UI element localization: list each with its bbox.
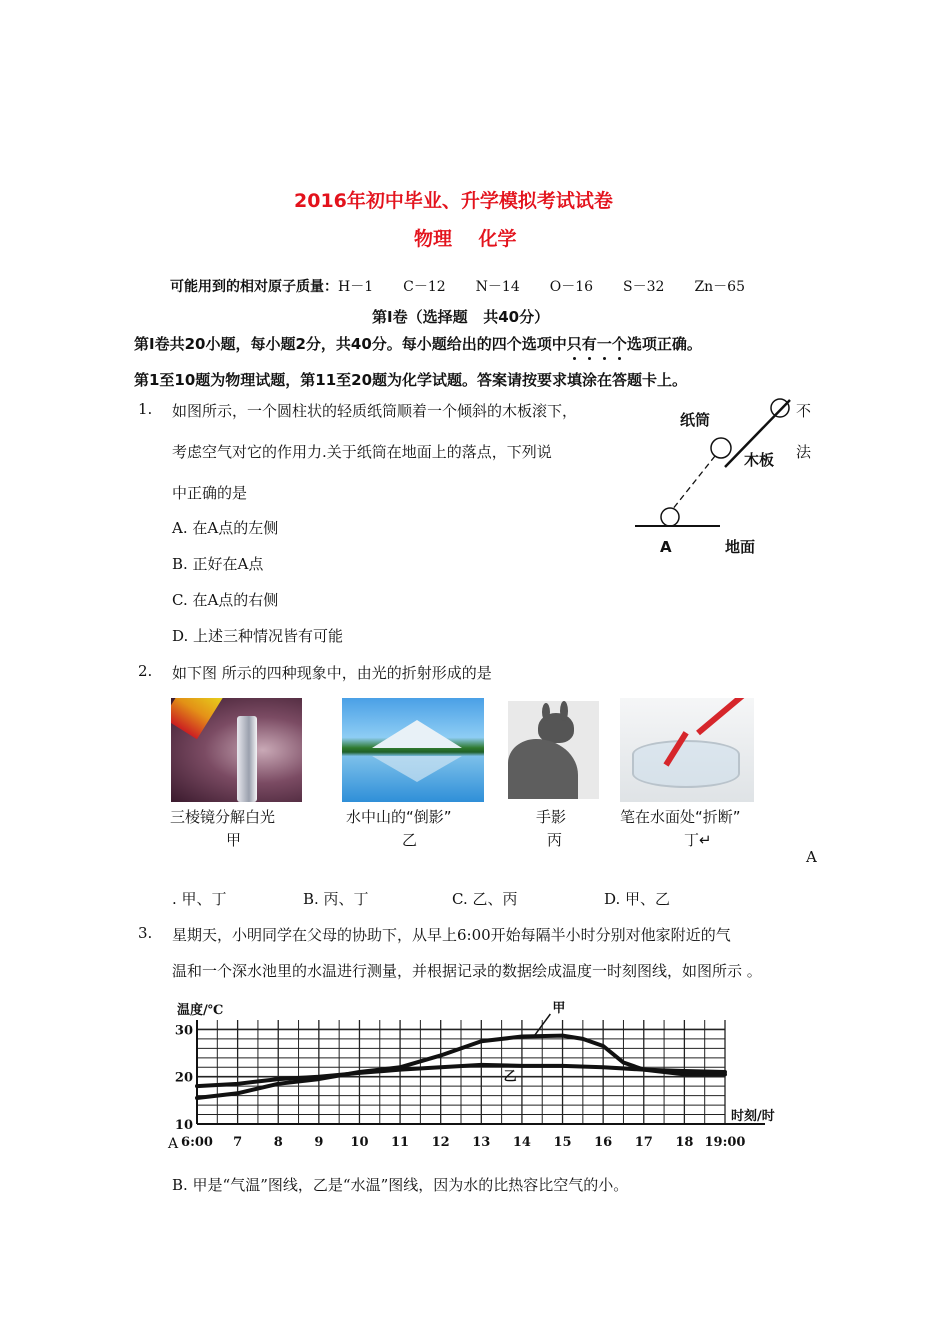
hand-shadow-photo — [508, 701, 599, 799]
q1-option-c: C. 在A点的右侧 — [172, 591, 279, 609]
caption-hand-shadow: 手影 — [536, 808, 567, 826]
label-tube: 纸筒 — [680, 411, 711, 429]
emphasis-char: 一 — [596, 335, 612, 353]
shadow-ear-right — [560, 701, 568, 721]
x-tick-label: 11 — [391, 1135, 410, 1150]
tube-landing-circle — [661, 508, 679, 526]
q2-stray-a: A — [806, 848, 817, 866]
q1-stem-line2-tail: 法 — [796, 443, 812, 461]
q2-stem: 如下图 所示的四种现象中，由光的折射形成的是 — [172, 664, 492, 682]
q1-stem-line1-tail: 不 — [796, 402, 812, 420]
caption-pencil-tag: 丁↵ — [684, 831, 712, 849]
section-note-2: 第1至10题为物理试题，第11至20题为化学试题。答案请按要求填涂在答题卡上。 — [134, 371, 688, 389]
atomic-mass-line — [170, 276, 745, 296]
q3-stem-line1: 星期天，小明同学在父母的协助下，从早上6:00开始每隔半小时分别对他家附近的气 — [172, 926, 731, 944]
caption-reflection-tag: 乙 — [402, 831, 418, 849]
caption-prism: 三棱镜分解白光 — [170, 808, 276, 826]
x-tick-label: 10 — [350, 1135, 369, 1150]
section-heading: 第Ⅰ卷（选择题 共40分） — [372, 308, 550, 326]
q1-option-d: D. 上述三种情况皆有可能 — [172, 627, 344, 645]
emphasis-char: 个 — [611, 335, 627, 353]
q3-stray-a: A — [168, 1136, 179, 1152]
series-label-yi: 乙 — [503, 1069, 517, 1085]
shadow-arm — [508, 739, 578, 799]
q2-option-a: . 甲、丁 — [172, 890, 227, 908]
atomic-mass-zn: Zn－65 — [694, 279, 745, 295]
emphasis-char: 只 — [566, 335, 582, 353]
q2-option-b: B. 丙、丁 — [303, 890, 369, 908]
label-board: 木板 — [744, 451, 775, 469]
q2-number: 2. — [138, 662, 153, 680]
q1-stem-line3: 中正确的是 — [172, 484, 248, 502]
mountain-reflection-photo — [342, 698, 484, 802]
trajectory-dashed-line — [672, 456, 715, 510]
prism-photo — [171, 698, 302, 802]
q1-stem-line1: 如图所示，一个圆柱状的轻质纸筒顺着一个倾斜的木板滚下， — [172, 402, 578, 420]
series-label-jia: 甲 — [552, 1001, 566, 1016]
y-axis-label: 温度/℃ — [177, 1003, 224, 1018]
label-ground: 地面 — [725, 538, 756, 556]
y-tick-label: 30 — [174, 1023, 193, 1039]
x-tick-label: 13 — [472, 1135, 491, 1150]
pencil-upper — [696, 698, 746, 735]
x-tick-label: 7 — [233, 1135, 243, 1150]
atomic-mass-label: 可能用到的相对原子质量： — [170, 279, 338, 295]
temperature-time-chart — [165, 996, 795, 1156]
atomic-mass-n: N－14 — [475, 279, 520, 295]
section-note-1-post: 选项正确。 — [626, 335, 702, 353]
q2-option-c: C. 乙、丙 — [452, 890, 518, 908]
atomic-mass-c: C－12 — [403, 279, 446, 295]
atomic-mass-h: H－1 — [338, 279, 374, 295]
caption-pencil: 笔在水面处“折断” — [620, 808, 741, 826]
x-tick-label: 6:00 — [181, 1135, 213, 1150]
section-note-1-pre: 第Ⅰ卷共20小题，每小题2分，共40分。每小题给出的四个选项中 — [134, 335, 567, 353]
q1-stem-line2: 考虑空气对它的作用力.关于纸筒在地面上的落点，下列说 — [172, 443, 552, 461]
page-title: 2016年初中毕业、升学模拟考试试卷 — [294, 190, 613, 212]
q1-number: 1. — [138, 400, 153, 418]
x-tick-label: 9 — [314, 1135, 324, 1150]
x-tick-label: 8 — [273, 1135, 283, 1150]
caption-reflection: 水中山的“倒影” — [346, 808, 452, 826]
tube-top-circle — [771, 399, 789, 417]
q3-number: 3. — [138, 924, 153, 942]
mountain-reflection-shape — [372, 756, 462, 782]
x-tick-label: 18 — [675, 1135, 694, 1150]
q1-option-b: B. 正好在A点 — [172, 555, 264, 573]
x-tick-label: 14 — [512, 1135, 531, 1150]
shadow-ear-left — [542, 703, 550, 721]
q3-option-b: B. 甲是“气温”图线，乙是“水温”图线，因为水的比热容比空气的小。 — [172, 1176, 629, 1194]
section-note-1 — [134, 333, 702, 354]
x-tick-label: 12 — [431, 1135, 450, 1150]
pencil-water-photo — [620, 698, 754, 802]
q3-stem-line2: 温和一个深水池里的水温进行测量，并根据记录的数据绘成温度一时刻图线，如图所示 。 — [172, 962, 762, 980]
atomic-mass-s: S－32 — [623, 279, 665, 295]
caption-hand-shadow-tag: 丙 — [547, 831, 563, 849]
page-subtitle: 物理 化学 — [414, 228, 517, 250]
y-tick-label: 20 — [174, 1070, 193, 1086]
x-tick-label: 19:00 — [704, 1135, 746, 1150]
prism-glass — [237, 716, 257, 802]
x-tick-label: 16 — [594, 1135, 613, 1150]
q1-option-a: A. 在A点的左侧 — [172, 519, 279, 537]
label-point-a: A — [660, 538, 672, 556]
q1-incline-diagram — [630, 392, 800, 562]
emphasis-char: 有 — [581, 335, 597, 353]
mountain-shape — [372, 720, 462, 748]
x-tick-label: 15 — [553, 1135, 572, 1150]
glass-dish — [632, 740, 740, 788]
x-axis-label: 时刻/时 — [731, 1109, 775, 1124]
caption-prism-tag: 甲 — [226, 831, 242, 849]
tube-mid-circle — [711, 438, 731, 458]
x-tick-label: 17 — [634, 1135, 653, 1150]
atomic-mass-o: O－16 — [549, 279, 594, 295]
y-tick-label: 10 — [174, 1118, 193, 1133]
q2-option-d: D. 甲、乙 — [604, 890, 671, 908]
